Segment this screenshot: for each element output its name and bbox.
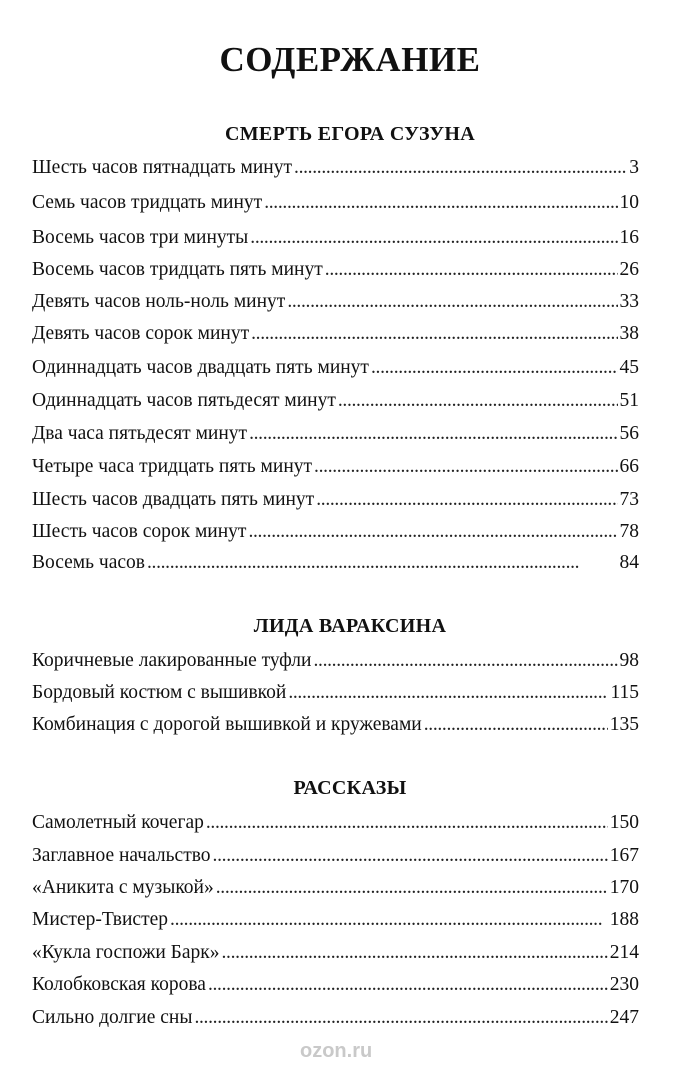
- entry-page: 230: [609, 974, 639, 995]
- section-title-lida-varaksina: ЛИДА ВАРАКСИНА: [253, 615, 447, 637]
- entry-label: Восемь часов тридцать пять минут: [32, 259, 323, 280]
- entry-label: Восемь часов три минуты: [32, 227, 249, 248]
- entry-page: 98: [619, 650, 639, 671]
- dot-leader: [314, 454, 617, 480]
- entry-label: Четыре часа тридцать пять минут: [32, 456, 313, 477]
- entry-label: Колобковская корова: [32, 974, 206, 995]
- entry-page: 51: [619, 390, 639, 411]
- entry-label: «Аникита с музыкой»: [32, 877, 214, 898]
- toc-entry: [32, 810, 639, 836]
- entry-page: 170: [609, 877, 639, 898]
- entry-label: Одиннадцать часов пятьдесят минут: [32, 390, 336, 411]
- section-title-egor-suzun: СМЕРТЬ ЕГОРА СУЗУНА: [225, 123, 475, 145]
- toc-entry: [32, 972, 639, 998]
- toc-entry: [32, 550, 639, 576]
- dot-leader: [287, 289, 617, 315]
- toc-entry: [32, 712, 639, 738]
- toc-entry: [32, 648, 639, 674]
- dot-leader: [371, 355, 618, 381]
- dot-leader: [216, 875, 608, 901]
- entry-page: 45: [619, 357, 639, 378]
- entry-page: 33: [619, 291, 639, 312]
- entry-label: Сильно долгие сны: [32, 1007, 193, 1028]
- toc-entry: [32, 940, 639, 966]
- entry-page: 56: [619, 423, 639, 444]
- dot-leader: [206, 810, 608, 836]
- entry-page: 214: [609, 942, 639, 963]
- dot-leader: [251, 321, 617, 347]
- entry-page: 10: [619, 192, 639, 213]
- entry-page: 66: [619, 456, 639, 477]
- dot-leader: [147, 550, 618, 576]
- toc-entry: [32, 519, 639, 545]
- entry-page: 3: [629, 157, 639, 178]
- dot-leader: [424, 712, 608, 738]
- entry-page: 84: [619, 552, 639, 573]
- toc-entry: [32, 487, 639, 513]
- entry-label: Шесть часов двадцать пять минут: [32, 489, 315, 510]
- dot-leader: [248, 519, 617, 545]
- toc-entry: [32, 875, 639, 901]
- toc-entry: [32, 355, 639, 381]
- dot-leader: [294, 155, 627, 181]
- section-title-rasskazy: РАССКАЗЫ: [293, 777, 407, 799]
- dot-leader: [250, 225, 617, 251]
- entry-label: Мистер-Твистер: [32, 909, 169, 930]
- ozon-watermark: ozon.ru: [300, 1040, 373, 1062]
- toc-entry: [32, 225, 639, 251]
- toc-entry: [32, 1005, 639, 1031]
- entry-label: Девять часов сорок минут: [32, 323, 250, 344]
- entry-label: Самолетный кочегар: [32, 812, 204, 833]
- entry-label: Два часа пятьдесят минут: [32, 423, 248, 444]
- toc-entry: [32, 388, 639, 414]
- entry-page: 167: [609, 845, 639, 866]
- entry-label: Девять часов ноль-ноль минут: [32, 291, 286, 312]
- page-title: СОДЕРЖАНИЕ: [219, 40, 481, 79]
- dot-leader: [249, 421, 617, 447]
- entry-label: Семь часов тридцать минут: [32, 192, 263, 213]
- toc-entry: [32, 421, 639, 447]
- entry-label: Шесть часов сорок минут: [32, 521, 247, 542]
- toc-entry: [32, 843, 639, 869]
- dot-leader: [194, 1005, 607, 1031]
- dot-leader: [325, 257, 618, 283]
- entry-page: 38: [619, 323, 639, 344]
- entry-label: Коричневые лакированные туфли: [32, 650, 312, 671]
- entry-page: 115: [610, 682, 639, 703]
- toc-entry: [32, 680, 639, 706]
- entry-page: 150: [609, 812, 639, 833]
- entry-page: 16: [619, 227, 639, 248]
- dot-leader: [222, 940, 608, 966]
- toc-entry: [32, 155, 639, 181]
- entry-label: Заглавное начальство: [32, 845, 211, 866]
- entry-page: 26: [619, 259, 639, 280]
- entry-label: Бордовый костюм с вышивкой: [32, 682, 287, 703]
- entry-label: Шесть часов пятнадцать минут: [32, 157, 293, 178]
- dot-leader: [338, 388, 618, 414]
- entry-page: 73: [619, 489, 639, 510]
- toc-entry: [32, 190, 639, 216]
- entry-label: Восемь часов: [32, 552, 145, 573]
- dot-leader: [208, 972, 608, 998]
- dot-leader: [264, 190, 617, 216]
- toc-entry: [32, 907, 639, 933]
- entry-label: «Кукла госпожи Барк»: [32, 942, 220, 963]
- dot-leader: [288, 680, 608, 706]
- entry-page: 135: [609, 714, 639, 735]
- dot-leader: [316, 487, 617, 513]
- entry-page: 78: [619, 521, 639, 542]
- entry-page: 247: [609, 1007, 639, 1028]
- entry-page: 188: [609, 909, 639, 930]
- toc-entry: [32, 289, 639, 315]
- dot-leader: [213, 843, 608, 869]
- dot-leader: [170, 907, 608, 933]
- toc-entry: [32, 257, 639, 283]
- toc-entry: [32, 454, 639, 480]
- toc-entry: [32, 321, 639, 347]
- dot-leader: [313, 648, 617, 674]
- entry-label: Одиннадцать часов двадцать пять минут: [32, 357, 369, 378]
- entry-label: Комбинация с дорогой вышивкой и кружевами: [32, 714, 422, 735]
